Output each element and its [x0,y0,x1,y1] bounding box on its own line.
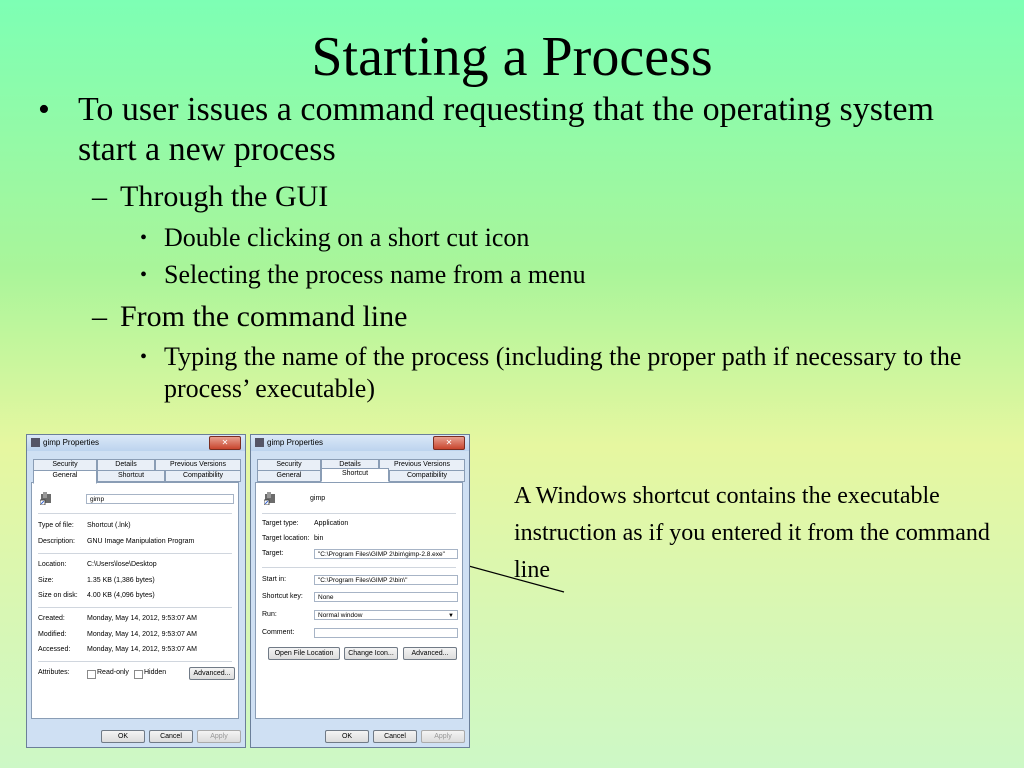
shortcut-key-label: Shortcut key: [262,593,303,600]
run-select[interactable] [314,610,458,620]
target-location-value: bin [314,535,324,542]
shortcut-name: gimp [310,495,326,502]
bullet-text: Typing the name of the process (including the proper path if necessary to the process’ executable) [164,342,962,403]
tab-general[interactable]: General [257,470,321,482]
tab-panel [255,482,463,719]
created-value: Monday, May 14, 2012, 9:53:07 AM [87,615,197,622]
modified-value: Monday, May 14, 2012, 9:53:07 AM [87,631,197,638]
title-bar[interactable] [27,435,245,451]
tab-previous-versions[interactable]: Previous Versions [155,459,241,471]
comment-label: Comment: [262,629,295,636]
tab-compatibility[interactable]: Compatibility [389,470,465,482]
type-label: Type of file: [38,522,74,529]
properties-dialog-shortcut [250,434,470,748]
cancel-button[interactable]: Cancel [373,730,417,743]
tab-panel [31,482,239,719]
advanced-button[interactable]: Advanced... [189,667,235,680]
app-icon [255,438,264,447]
tab-shortcut[interactable]: Shortcut [97,470,165,482]
bullet-text: Through the GUI [120,180,329,213]
readonly-label: Read-only [97,669,129,676]
chevron-down-icon: ▼ [448,613,454,619]
bullet-text: From the command line [120,300,408,333]
properties-dialog-general [26,434,246,748]
tab-general[interactable]: General [33,470,97,484]
run-select-value: Normal window [318,612,363,619]
open-file-location-button[interactable]: Open File Location [268,647,340,660]
readonly-checkbox[interactable] [87,670,96,679]
tab-security[interactable]: Security [33,459,97,471]
bullet-marker: • [38,91,50,128]
created-label: Created: [38,615,65,622]
size-label: Size: [38,577,54,584]
description-value: GNU Image Manipulation Program [87,538,195,545]
attributes-label: Attributes: [38,669,70,676]
title-bar[interactable] [251,435,469,451]
description-label: Description: [38,538,75,545]
start-in-label: Start in: [262,576,287,583]
tab-previous-versions[interactable]: Previous Versions [379,459,465,471]
tab-details[interactable]: Details [321,459,379,471]
accessed-value: Monday, May 14, 2012, 9:53:07 AM [87,646,197,653]
bullet-marker: • [140,346,148,368]
ok-button[interactable]: OK [101,730,145,743]
close-button[interactable]: ✕ [433,436,465,450]
name-field[interactable]: gimp [86,494,234,504]
target-type-label: Target type: [262,520,299,527]
tab-security[interactable]: Security [257,459,321,471]
gimp-icon [264,491,278,505]
shortcut-key-field[interactable]: None [314,592,458,602]
type-value: Shortcut (.lnk) [87,522,131,529]
ok-button[interactable]: OK [325,730,369,743]
apply-button[interactable]: Apply [421,730,465,743]
tab-shortcut[interactable]: Shortcut [321,468,389,482]
apply-button[interactable]: Apply [197,730,241,743]
bullet-text: To user issues a command requesting that the operating system start a new process [78,91,934,168]
slide-title: Starting a Process [311,26,713,88]
size-on-disk-label: Size on disk: [38,592,78,599]
bullet-marker: • [140,227,148,249]
start-in-field[interactable]: "C:\Program Files\GIMP 2\bin\" [314,575,458,585]
accessed-label: Accessed: [38,646,71,653]
target-location-label: Target location: [262,535,310,542]
change-icon-button[interactable]: Change Icon... [344,647,398,660]
location-value: C:\Users\lose\Desktop [87,561,157,568]
gimp-icon [40,491,54,505]
advanced-button[interactable]: Advanced... [403,647,457,660]
run-label: Run: [262,611,277,618]
bullet-text: Selecting the process name from a menu [164,260,586,289]
tab-details[interactable]: Details [97,459,155,471]
cancel-button[interactable]: Cancel [149,730,193,743]
bullet-text: Double clicking on a short cut icon [164,223,530,252]
target-field[interactable]: "C:\Program Files\GIMP 2\bin\gimp-2.8.exe" [314,549,458,559]
hidden-checkbox[interactable] [134,670,143,679]
tab-compatibility[interactable]: Compatibility [165,470,241,482]
bullet-marker: – [92,180,107,213]
bullet-marker: – [92,300,107,333]
dialog-title: gimp Properties [43,438,100,447]
target-type-value: Application [314,520,349,527]
location-label: Location: [38,561,67,568]
close-button[interactable]: ✕ [209,436,241,450]
comment-field[interactable] [314,628,458,638]
caption: A Windows shortcut contains the executable instruction as if you entered it from the command line [514,483,990,583]
bullet-marker: • [140,264,148,286]
size-on-disk-value: 4.00 KB (4,096 bytes) [87,592,155,599]
size-value: 1.35 KB (1,386 bytes) [87,577,155,584]
hidden-label: Hidden [144,669,167,676]
app-icon [31,438,40,447]
dialog-title: gimp Properties [267,438,324,447]
target-label: Target: [262,550,284,557]
modified-label: Modified: [38,631,67,638]
